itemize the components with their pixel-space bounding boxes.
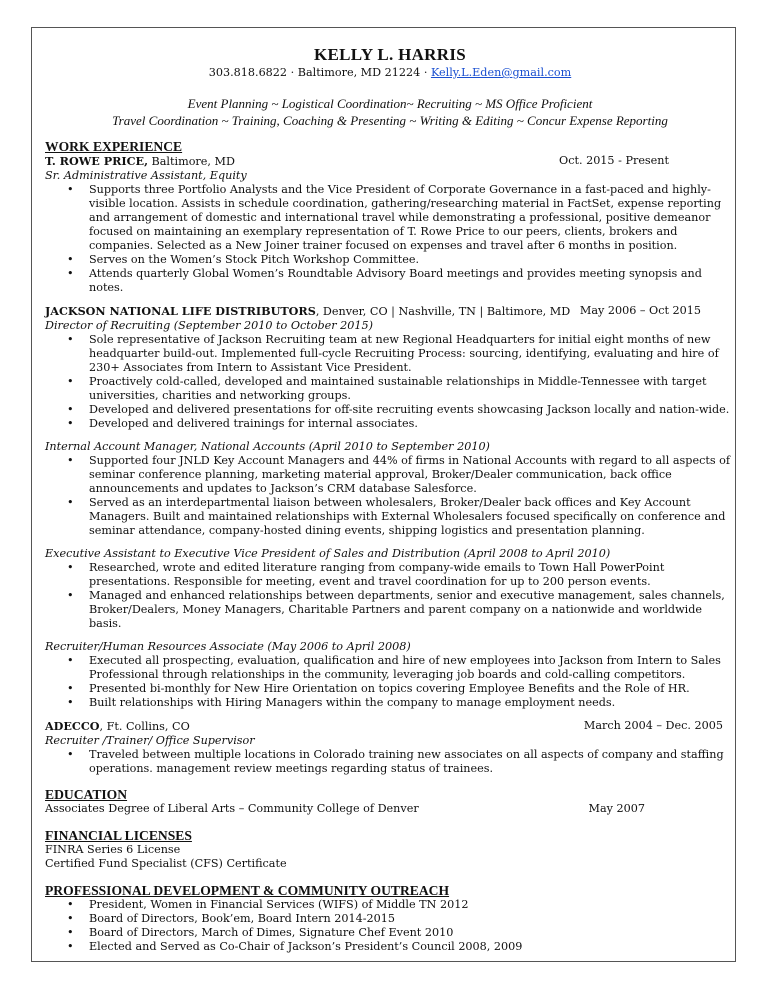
company-location: , Denver, CO | Nashville, TN | Baltimore, MD: [315, 305, 571, 318]
job-header-adecco: [45, 719, 735, 734]
list-item: • Presented bi-monthly for New Hire Orientation on topics covering Employee Benefits and the Role of HR.: [67, 682, 690, 695]
role-title: Executive Assistant to Executive Vice President of Sales and Distribution (April 2008 to April 2010): [45, 547, 611, 560]
education-heading: EDUCATION: [45, 787, 128, 802]
list-item: • Developed and delivered trainings for internal associates.: [67, 417, 418, 430]
bullet-list: [45, 333, 735, 431]
list-item: • Researched, wrote and edited literature ranging from company-wide emails to Town Hall PowerPoint presentations. Responsible for meeting, event and travel coordination for up to 200 person events.: [67, 561, 665, 588]
bullet-list: [45, 898, 735, 954]
email-link[interactable]: Kelly.L.Eden@gmail.com: [430, 66, 572, 79]
job-title: Recruiter /Trainer/ Office Supervisor: [45, 734, 255, 747]
list-item: • Sole representative of Jackson Recruiting team at new Regional Headquarters for initial eight months of new headquarter build-out. Implemented full-cycle Recruiting Process: sourcing, identifying, evaluating and hire of 230+ Associates from Intern to Assistant Vice President.: [67, 333, 719, 374]
list-item: • Supports three Portfolio Analysts and the Vice President of Corporate Governance in a fast-paced and highly-visible location. Assists in schedule coordination, gathering/researching material in FactSet, expense reporting and arrangement of domestic and international travel while demonstrating a professional, positive demeanor focused on maintaining an exemplary representation of T. Rowe Price to our peers, clients, brokers and companies. Selected as a New Joiner trainer focused on expenses and travel after 6 months in position.: [67, 183, 722, 252]
company-location: Baltimore, MD: [147, 155, 235, 168]
license-item: Certified Fund Specialist (CFS) Certificate: [45, 857, 287, 870]
list-item: • Board of Directors, Book’em, Board Intern 2014-2015: [67, 912, 395, 925]
degree: Associates Degree of Liberal Arts – Community College of Denver: [45, 802, 419, 815]
role-title: Internal Account Manager, National Accounts (April 2010 to September 2010): [45, 440, 490, 453]
list-item: • President, Women in Financial Services (WIFS) of Middle TN 2012: [67, 898, 469, 911]
list-item: • Developed and delivered presentations for off-site recruiting events showcasing Jackson locally and nation-wide.: [67, 403, 730, 416]
bullet-list: [45, 183, 735, 295]
bullet-list: [45, 748, 735, 776]
role-title: Recruiter/Human Resources Associate (May 2006 to April 2008): [45, 640, 411, 653]
development-heading: PROFESSIONAL DEVELOPMENT & COMMUNITY OUTREACH: [45, 883, 450, 898]
bullet-list: [45, 454, 735, 538]
work-experience-heading: WORK EXPERIENCE: [45, 139, 183, 154]
job-dates: Oct. 2015 - Present: [559, 154, 669, 167]
tagline-1: Event Planning ~ Logistical Coordination~ Recruiting ~ MS Office Proficient: [187, 96, 593, 111]
company-location: , Ft. Collins, CO: [99, 720, 190, 733]
job-title: Sr. Administrative Assistant, Equity: [45, 169, 247, 182]
list-item: • Proactively cold-called, developed and maintained sustainable relationships in Middle-Tennessee with target universities, charities and networking groups.: [67, 375, 707, 402]
list-item: • Attends quarterly Global Women’s Roundtable Advisory Board meetings and provides meeting synopsis and notes.: [67, 267, 702, 294]
candidate-name: KELLY L. HARRIS: [313, 45, 467, 64]
education-row: [45, 802, 735, 816]
list-item: • Managed and enhanced relationships between departments, senior and executive management, sales channels, Broker/Dealers, Money Managers, Charitable Partners and parent company on a nationwide and worldwide basis.: [67, 589, 725, 630]
contact-line: 303.818.6822 · Baltimore, MD 21224 · Kelly.L.Eden@gmail.com: [208, 66, 572, 79]
list-item: • Board of Directors, March of Dimes, Signature Chef Event 2010: [67, 926, 454, 939]
role-title: Director of Recruiting (September 2010 to October 2015): [45, 319, 374, 332]
list-item: • Executed all prospecting, evaluation, qualification and hire of new employees into Jackson from Intern to Sales Professional through relationships in the community, leveraging job boards and cold-calling competitors.: [67, 654, 721, 681]
job-dates: May 2006 – Oct 2015: [579, 304, 701, 317]
list-item: • Served as an interdepartmental liaison between wholesalers, Broker/Dealer back offices and Key Account Managers. Built and maintained relationships with External Wholesalers focused specifically on conference and seminar attendance, company-hosted dining events, shipping logistics and presentation planning.: [67, 496, 726, 537]
bullet-list: [45, 561, 735, 631]
job-header-trowe: [45, 154, 735, 169]
phone: 303.818.6822: [208, 66, 288, 79]
resume-page: [45, 46, 735, 954]
list-item: • Built relationships with Hiring Managers within the company to manage employment needs.: [67, 696, 616, 709]
list-item: • Supported four JNLD Key Account Managers and 44% of firms in National Accounts with regard to all aspects of seminar conference planning, marketing material approval, Broker/Dealer communication, back office announcements and updates to Jackson’s CRM database Salesforce.: [67, 454, 731, 495]
tagline-2: Travel Coordination ~ Training, Coaching & Presenting ~ Writing & Editing ~ Concur Expense Reporting: [112, 113, 668, 128]
education-date: May 2007: [588, 802, 645, 815]
list-item: • Elected and Served as Co-Chair of Jackson’s President’s Council 2008, 2009: [67, 940, 523, 953]
list-item: • Serves on the Women’s Stock Pitch Workshop Committee.: [67, 253, 420, 266]
list-item: • Traveled between multiple locations in Colorado training new associates on all aspects of company and staffing operations. management review meetings regarding status of trainees.: [67, 748, 724, 775]
company-name: JACKSON NATIONAL LIFE DISTRIBUTORS: [45, 304, 316, 318]
license-item: FINRA Series 6 License: [45, 843, 181, 856]
job-header-jackson: [45, 304, 735, 319]
company-name: T. ROWE PRICE,: [45, 154, 148, 168]
taglines: [45, 95, 735, 129]
company-name: ADECCO: [45, 719, 100, 733]
location: Baltimore, MD 21224: [297, 66, 421, 79]
job-dates: March 2004 – Dec. 2005: [583, 719, 723, 732]
bullet-list: [45, 654, 735, 710]
licenses-heading: FINANCIAL LICENSES: [45, 828, 192, 843]
